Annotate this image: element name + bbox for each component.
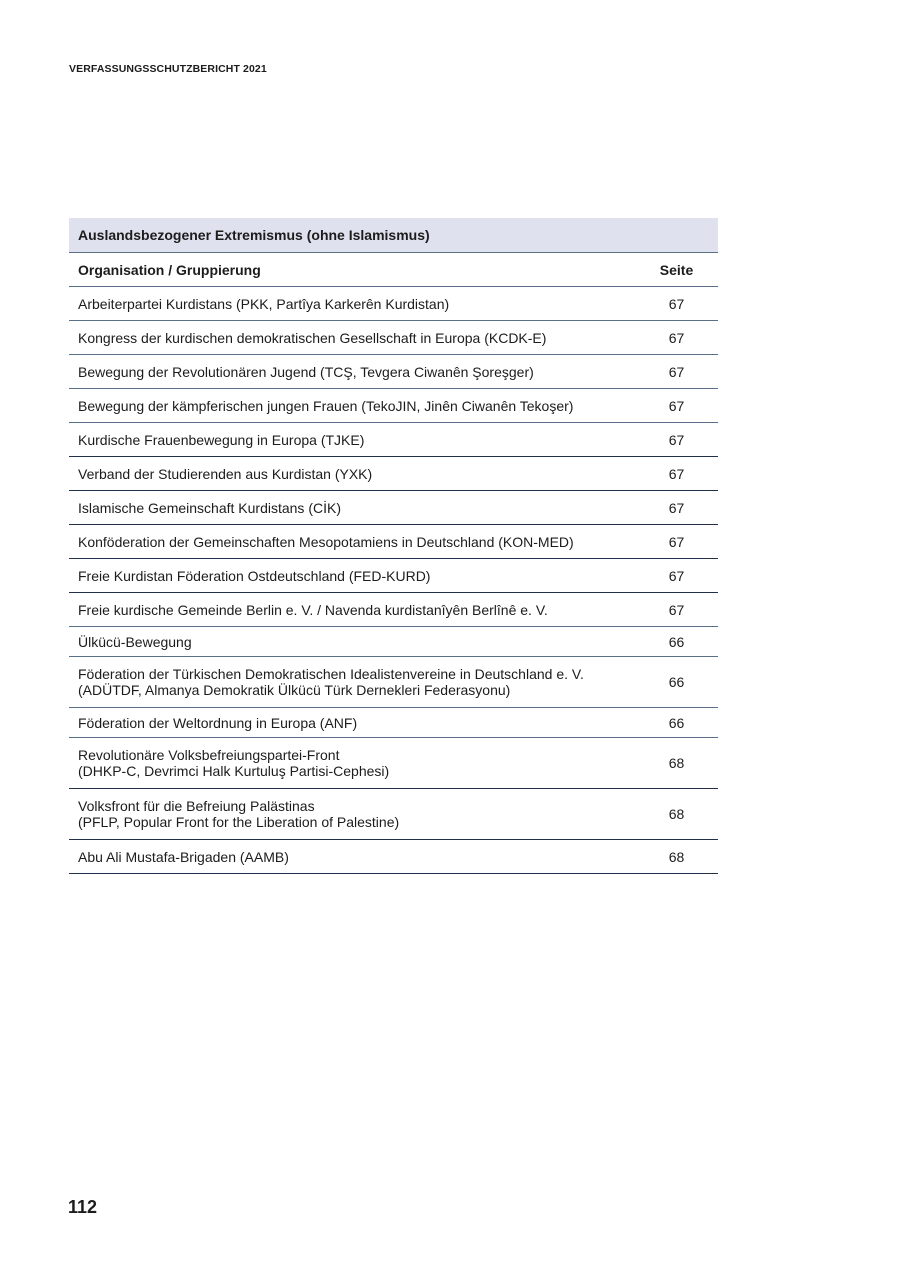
organisation-name: Freie Kurdistan Föderation Ostdeutschland (FED-KURD) bbox=[69, 559, 635, 593]
page-reference: 67 bbox=[635, 287, 718, 321]
page-reference: 66 bbox=[635, 627, 718, 657]
table-column-header bbox=[69, 253, 718, 287]
table-row bbox=[69, 389, 718, 423]
table-row bbox=[69, 321, 718, 355]
page-reference: 67 bbox=[635, 355, 718, 389]
page-reference: 67 bbox=[635, 321, 718, 355]
page-reference: 67 bbox=[635, 457, 718, 491]
table-row bbox=[69, 525, 718, 559]
organisation-name: Föderation der Weltordnung in Europa (ANF) bbox=[69, 708, 635, 738]
column-header-page: Seite bbox=[635, 253, 718, 287]
table-row bbox=[69, 355, 718, 389]
page-reference: 68 bbox=[635, 840, 718, 874]
organisation-name: Konföderation der Gemeinschaften Mesopotamiens in Deutschland (KON-MED) bbox=[69, 525, 635, 559]
organisation-name: Arbeiterpartei Kurdistans (PKK, Partîya Karkerên Kurdistan) bbox=[69, 287, 635, 321]
page-reference: 68 bbox=[635, 789, 718, 840]
organisation-name: Verband der Studierenden aus Kurdistan (YXK) bbox=[69, 457, 635, 491]
table-section-header bbox=[69, 218, 718, 253]
organisation-name: Islamische Gemeinschaft Kurdistans (CİK) bbox=[69, 491, 635, 525]
page-reference: 66 bbox=[635, 657, 718, 708]
organisation-name: Kurdische Frauenbewegung in Europa (TJKE) bbox=[69, 423, 635, 457]
page-reference: 68 bbox=[635, 738, 718, 789]
page-reference: 67 bbox=[635, 491, 718, 525]
table-row bbox=[69, 491, 718, 525]
table-row bbox=[69, 559, 718, 593]
table-row bbox=[69, 657, 718, 708]
organisation-name: Volksfront für die Befreiung Palästinas (PFLP, Popular Front for the Liberation of Palestine) bbox=[69, 789, 635, 840]
page-number: 112 bbox=[68, 1197, 98, 1217]
page-reference: 67 bbox=[635, 423, 718, 457]
organisation-name: Ülkücü-Bewegung bbox=[69, 627, 635, 657]
organisation-name: Bewegung der Revolutionären Jugend (TCŞ, Tevgera Ciwanên Şoreşger) bbox=[69, 355, 635, 389]
organisation-name: Föderation der Türkischen Demokratischen Idealistenvereine in Deutschland e. V. (ADÜTDF, Almanya Demokratik Ülkücü Türk Dernekleri Federasyonu) bbox=[69, 657, 635, 708]
organisation-name: Revolutionäre Volksbefreiungspartei-Front (DHKP-C, Devrimci Halk Kurtuluş Partisi-Cephesi) bbox=[69, 738, 635, 789]
organisation-name: Kongress der kurdischen demokratischen Gesellschaft in Europa (KCDK-E) bbox=[69, 321, 635, 355]
page-reference: 67 bbox=[635, 525, 718, 559]
section-title: Auslandsbezogener Extremismus (ohne Islamismus) bbox=[69, 218, 718, 253]
page-reference: 67 bbox=[635, 593, 718, 627]
page-reference: 67 bbox=[635, 389, 718, 423]
column-header-organisation: Organisation / Gruppierung bbox=[69, 253, 635, 287]
table-row bbox=[69, 738, 718, 789]
organisation-name: Abu Ali Mustafa-Brigaden (AAMB) bbox=[69, 840, 635, 874]
table-row bbox=[69, 593, 718, 627]
table-row bbox=[69, 789, 718, 840]
table-row bbox=[69, 287, 718, 321]
table-row bbox=[69, 840, 718, 874]
organisation-index-table bbox=[69, 218, 718, 874]
organisation-name: Freie kurdische Gemeinde Berlin e. V. / Navenda kurdistanîyên Berlînê e. V. bbox=[69, 593, 635, 627]
table-row bbox=[69, 627, 718, 657]
table-row bbox=[69, 457, 718, 491]
organisation-name: Bewegung der kämpferischen jungen Frauen (TekoJIN, Jinên Ciwanên Tekoşer) bbox=[69, 389, 635, 423]
running-header: VERFASSUNGSSCHUTZBERICHT 2021 bbox=[69, 63, 267, 75]
page-reference: 67 bbox=[635, 559, 718, 593]
table-row bbox=[69, 708, 718, 738]
page-reference: 66 bbox=[635, 708, 718, 738]
table-row bbox=[69, 423, 718, 457]
